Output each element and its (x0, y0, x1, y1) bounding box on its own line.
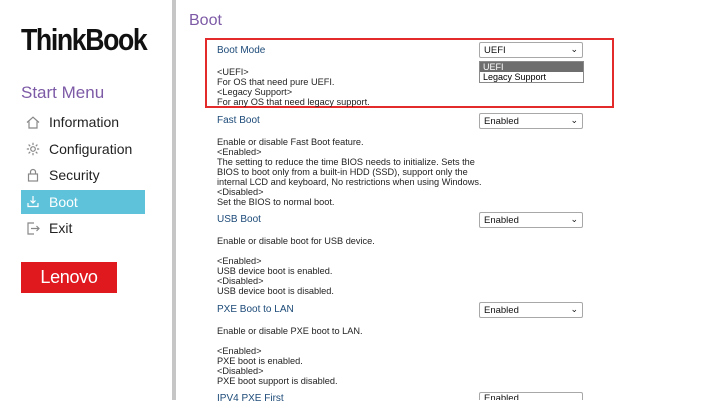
main-panel (176, 0, 702, 404)
page-title: Boot (189, 12, 222, 29)
lock-icon (25, 167, 41, 183)
home-icon (25, 114, 41, 130)
select-value: Enabled (484, 115, 519, 127)
sidebar-item-label: Security (49, 167, 100, 184)
setting-description (217, 137, 622, 207)
setting-label: USB Boot (217, 214, 261, 225)
select-value: Enabled (484, 214, 519, 226)
desc-line: BIOS to boot only from a built-in HDD (SSD), support only the (217, 167, 468, 177)
desc-line: Enable or disable boot for USB device. (217, 236, 375, 246)
menu-title: Start Menu (21, 83, 105, 102)
sidebar-item-label: Information (49, 114, 120, 130)
setting-description (217, 236, 622, 296)
select-value: Enabled (484, 304, 519, 316)
sidebar (0, 0, 172, 400)
desc-line: <Legacy Support> (217, 87, 293, 97)
desc-line: USB device boot is disabled. (217, 286, 334, 296)
fast-boot-select[interactable] (479, 113, 583, 129)
sidebar-item-exit[interactable] (21, 216, 145, 240)
desc-line: <Disabled> (217, 187, 264, 197)
usb-boot-select[interactable] (479, 212, 583, 228)
chevron-down-icon: ⌄ (570, 214, 578, 224)
boot-mode-dropdown (479, 61, 584, 83)
desc-line: <Disabled> (217, 366, 264, 376)
pxe-boot-select[interactable] (479, 302, 583, 318)
select-value: UEFI (484, 44, 506, 56)
sidebar-item-label: Exit (49, 220, 73, 237)
desc-line: USB device boot is enabled. (217, 266, 333, 276)
chevron-down-icon: ⌄ (570, 44, 578, 54)
desc-spacer (217, 336, 622, 346)
boot-mode-select[interactable] (479, 42, 583, 58)
desc-line: internal LCD and keyboard, No restrictions when using Windows. (217, 177, 482, 187)
sidebar-item-configuration[interactable] (21, 137, 145, 161)
exit-icon (25, 220, 41, 236)
boot-icon (25, 194, 41, 210)
desc-line: Enable or disable Fast Boot feature. (217, 137, 364, 147)
desc-spacer (217, 246, 622, 256)
desc-line: For OS that need pure UEFI. (217, 77, 335, 87)
chevron-down-icon: ⌄ (570, 304, 578, 314)
sidebar-menu (21, 110, 145, 243)
desc-line: For any OS that need legacy support. (217, 97, 370, 107)
brand-logo: ThinkBook (21, 22, 147, 57)
dropdown-option-legacy-support[interactable]: Legacy Support (483, 72, 547, 82)
sidebar-item-information[interactable] (21, 110, 145, 134)
select-value: Enabled (484, 393, 519, 400)
desc-line: <Enabled> (217, 346, 262, 356)
desc-line: <Enabled> (217, 256, 262, 266)
desc-line: Enable or disable PXE boot to LAN. (217, 326, 363, 336)
sidebar-item-boot[interactable] (21, 190, 145, 214)
setting-label: IPV4 PXE First (217, 393, 284, 404)
sidebar-item-security[interactable] (21, 163, 145, 187)
desc-line: PXE boot support is disabled. (217, 376, 338, 386)
desc-line: <UEFI> (217, 67, 249, 77)
desc-line: The setting to reduce the time BIOS needs to initialize. Sets the (217, 157, 475, 167)
setting-label: PXE Boot to LAN (217, 304, 294, 315)
desc-line: PXE boot is enabled. (217, 356, 303, 366)
desc-line: <Enabled> (217, 147, 262, 157)
sidebar-item-label: Boot (49, 193, 78, 210)
gear-icon (25, 141, 41, 157)
ipv4-pxe-first-select[interactable] (479, 392, 583, 400)
dropdown-option-uefi[interactable]: UEFI (480, 62, 583, 72)
setting-description (217, 326, 622, 386)
sidebar-item-label: Configuration (49, 140, 133, 157)
desc-line: Set the BIOS to normal boot. (217, 197, 335, 207)
desc-line: <Disabled> (217, 276, 264, 286)
lenovo-logo: Lenovo (21, 262, 117, 293)
chevron-down-icon: ⌄ (570, 115, 578, 125)
setting-label: Fast Boot (217, 115, 260, 126)
setting-label: Boot Mode (217, 45, 266, 56)
